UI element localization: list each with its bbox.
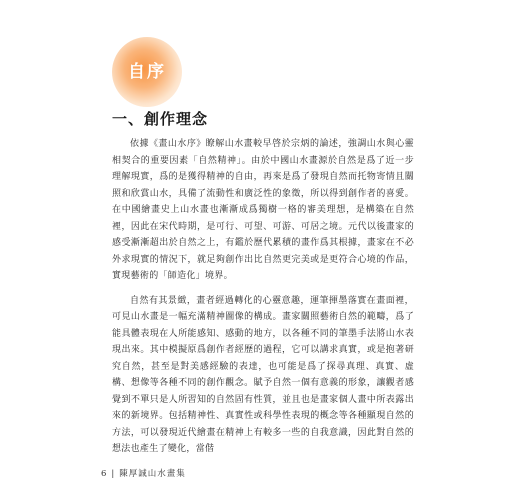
chapter-badge [112, 37, 182, 107]
page-number: 6 [101, 469, 108, 479]
section-title: 一、創作理念 [112, 110, 209, 128]
chapter-title: 自序 [128, 62, 166, 82]
footer-separator: | [111, 469, 116, 479]
paragraph-1: 依據《畫山水序》瞭解山水畫較早啓於宗炳的論述，強調山水與心靈相契合的重要因素「自然精神」。由於中國山水畫源於自然是爲了近一步理解現實，爲的是獲得精神的自由，再來是爲了發現自然而托物寄情且關照和欣賞山水，具備了流動性和廣泛性的象徵，所以得到創作者的喜愛。在中國繪畫史上山水畫也漸漸成爲獨樹一格的審美理想，是構築在自然裡，因此在宋代時期，是可行、可望、可游、可居之境。元代以後畫家的感受漸漸超出於自然之上，有鑑於歷代累積的畫作爲其根據，畫家在不必外求現實的情況下，就足夠創作出比自然更完美或是更符合心境的作品，實現藝術的「師造化」境界。 [112, 139, 414, 281]
page-footer [101, 467, 186, 479]
body-text [112, 136, 414, 466]
paragraph-2: 自然有其景緻，畫者經過轉化的心靈意趣，運筆揮墨落實在畫面裡，可見山水畫是一幅充滿精神圖像的構成。畫家關照藝術自然的範疇，爲了能具體表現在人所能感知、感動的地方，以各種不同的筆墨手法將山水表現出來。其中模擬原爲創作者經歷的過程，它可以講求真實，或是抱著研究自然，甚至是對美感經驗的表達，也可能是爲了探尋真理、真實、虛構、想像等各種不同的創作觀念。賦予自然一個有意義的形象，讓觀者感覺到不單只是人所習知的自然固有性質，並且也是畫家個人畫中所表露出來的新境界。包括精神性、真實性或科學性表現的概念等各種顯現自然的方法，可以發現近代繪畫在精神上有較多一些的自我意識，因此對自然的想法也產生了變化，當偕 [112, 295, 414, 454]
book-title: 陳厚誠山水畫集 [119, 469, 186, 479]
